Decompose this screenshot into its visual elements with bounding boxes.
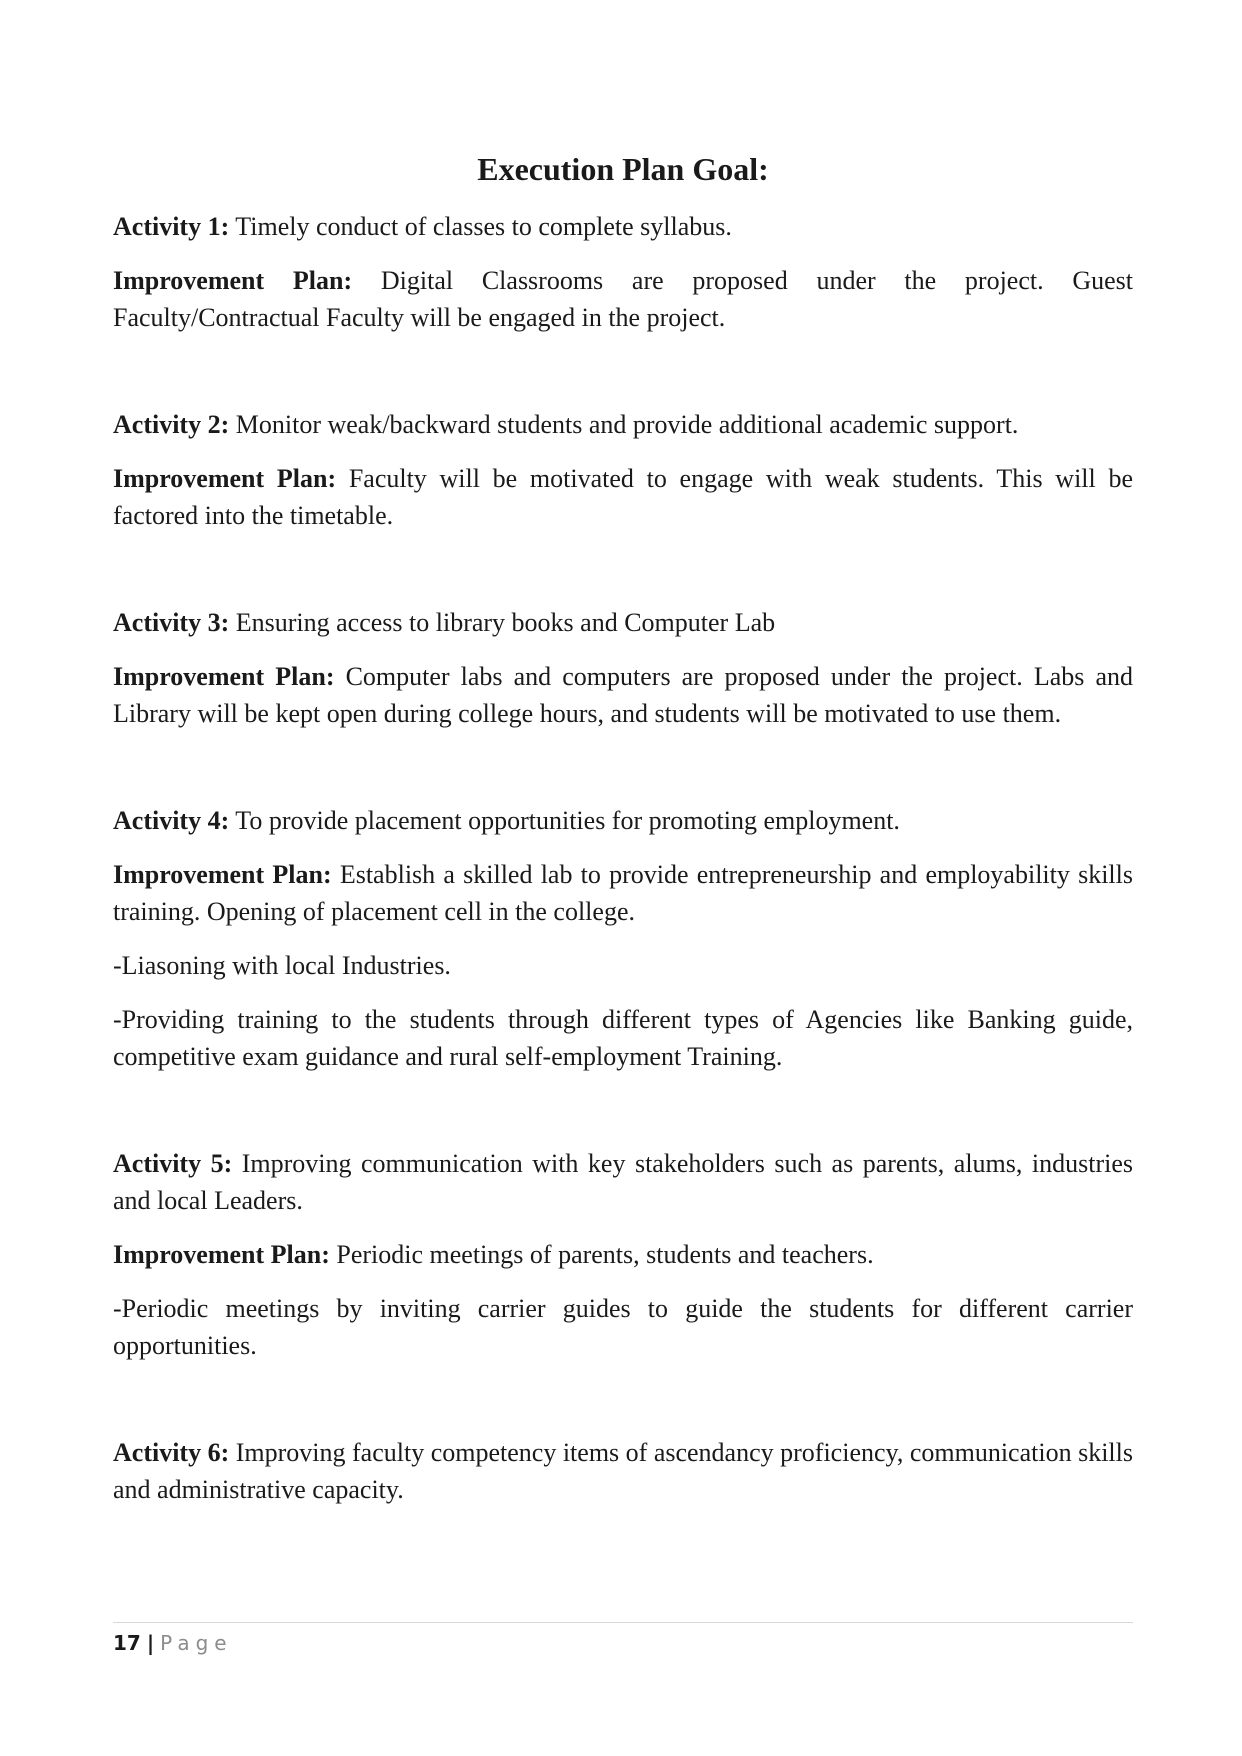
document-body: [113, 150, 1133, 1525]
paragraph-text: Improving communication with key stakeholders such as parents, alums, industries and local Leaders.: [113, 1149, 1133, 1216]
paragraph-label: Improvement Plan:: [113, 266, 353, 296]
paragraph-text: Improving faculty competency items of ascendancy proficiency, communication skills and administrative capacity.: [113, 1438, 1133, 1505]
paragraph-text: -Periodic meetings by inviting carrier guides to guide the students for different carrier opportunities.: [113, 1294, 1133, 1361]
paragraph-text: -Liasoning with local Industries.: [113, 951, 451, 981]
paragraph-text: Timely conduct of classes to complete syllabus.: [229, 212, 732, 242]
activity-5: [113, 1145, 1133, 1219]
paragraph-label: Activity 5:: [113, 1149, 233, 1179]
footer-separator: |: [146, 1631, 155, 1655]
paragraph-text: Establish a skilled lab to provide entrepreneurship and employability skills training. Opening of placement cell in the college.: [113, 860, 1133, 927]
paragraph-label: Improvement Plan:: [113, 464, 337, 494]
plan-item-carrier-guides: [113, 1290, 1133, 1364]
plan-item-training: [113, 1001, 1133, 1075]
improvement-plan-2: [113, 460, 1133, 534]
page-title: Execution Plan Goal:: [477, 151, 769, 187]
activity-1: [113, 208, 1133, 245]
paragraph-text: Periodic meetings of parents, students and teachers.: [329, 1240, 874, 1270]
paragraph-label: Improvement Plan:: [113, 1240, 330, 1270]
paragraph-label: Activity 6:: [113, 1438, 230, 1468]
paragraph-text: To provide placement opportunities for promoting employment.: [229, 806, 900, 836]
improvement-plan-4: [113, 856, 1133, 930]
plan-item-industries: [113, 947, 1133, 984]
page-number: 17: [113, 1631, 141, 1655]
paragraph-label: Activity 4:: [113, 806, 230, 836]
activity-4: [113, 802, 1133, 839]
paragraph-text: Digital Classrooms are proposed under the project. Guest Faculty/Contractual Faculty will be engaged in the project.: [113, 266, 1133, 333]
improvement-plan-1: [113, 262, 1133, 336]
paragraph-label: Activity 1:: [113, 212, 230, 242]
activity-3: [113, 604, 1133, 641]
improvement-plan-5: [113, 1236, 1133, 1273]
paragraph-label: Improvement Plan:: [113, 860, 332, 890]
paragraph-text: Computer labs and computers are proposed under the project. Labs and Library will be kept open during college hours, and students will be motivated to use them.: [113, 662, 1133, 729]
improvement-plan-3: [113, 658, 1133, 732]
paragraph-label: Activity 3:: [113, 608, 230, 638]
paragraph-text: Faculty will be motivated to engage with weak students. This will be factored into the timetable.: [113, 464, 1134, 531]
paragraph-text: Monitor weak/backward students and provide additional academic support.: [229, 410, 1019, 440]
page-word: Page: [160, 1631, 233, 1655]
paragraph-text: -Providing training to the students through different types of Agencies like Banking guide, competitive exam guidance and rural self-employment Training.: [113, 1005, 1133, 1072]
paragraph-label: Improvement Plan:: [113, 662, 335, 692]
page-footer: [113, 1622, 1133, 1655]
paragraph-label: Activity 2:: [113, 410, 230, 440]
activity-2: [113, 406, 1133, 443]
activity-6: [113, 1434, 1133, 1508]
paragraph-text: Ensuring access to library books and Computer Lab: [229, 608, 776, 638]
